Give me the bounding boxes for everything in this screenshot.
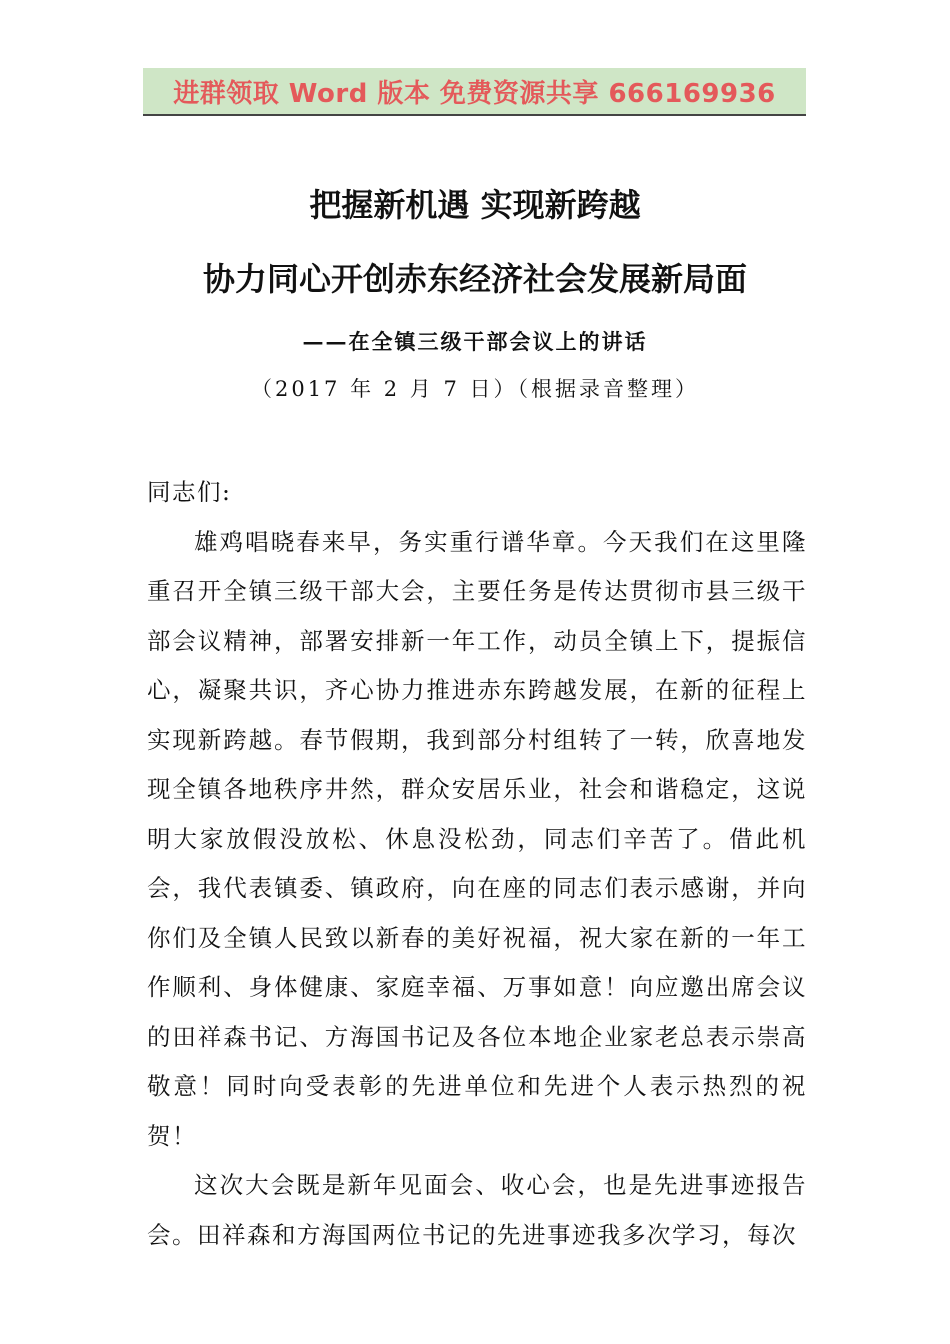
speech-subtitle: ——在全镇三级干部会议上的讲话 xyxy=(302,329,648,354)
speech-body xyxy=(147,468,807,1260)
promo-banner xyxy=(143,68,806,116)
salutation: 同志们: xyxy=(147,478,232,506)
main-title-line2: 协力同心开创赤东经济社会发展新局面 xyxy=(202,260,747,298)
paragraph-2: 这次大会既是新年见面会、收心会，也是先进事迹报告会。田祥森和方海国两位书记的先进事迹我多次学习，每次 xyxy=(147,1171,807,1249)
main-title-line1: 把握新机遇 实现新跨越 xyxy=(309,186,641,224)
speech-date: （2017 年 2 月 7 日）（根据录音整理） xyxy=(250,377,700,401)
promo-banner-text: 进群领取 Word 版本 免费资源共享 666169936 xyxy=(173,78,776,109)
paragraph-1: 雄鸡唱晓春来早，务实重行谱华章。今天我们在这里隆重召开全镇三级干部大会，主要任务是传达贯彻市县三级干部会议精神，部署安排新一年工作，动员全镇上下，提振信心，凝聚共识，齐心协力推进赤东跨越发展，在新的征程上实现新跨越。春节假期，我到部分村组转了一转，欣喜地发现全镇各地秩序井然，群众安居乐业，社会和谐稳定，这说明大家放假没放松、休息没松劲，同志们辛苦了。借此机会，我代表镇委、镇政府，向在座的同志们表示感谢，并向你们及全镇人民致以新春的美好祝福，祝大家在新的一年工作顺利、身体健康、家庭幸福、万事如意！向应邀出席会议的田祥森书记、方海国书记及各位本地企业家老总表示崇高敬意！同时向受表彰的先进单位和先进个人表示热烈的祝贺！ xyxy=(147,527,807,1150)
